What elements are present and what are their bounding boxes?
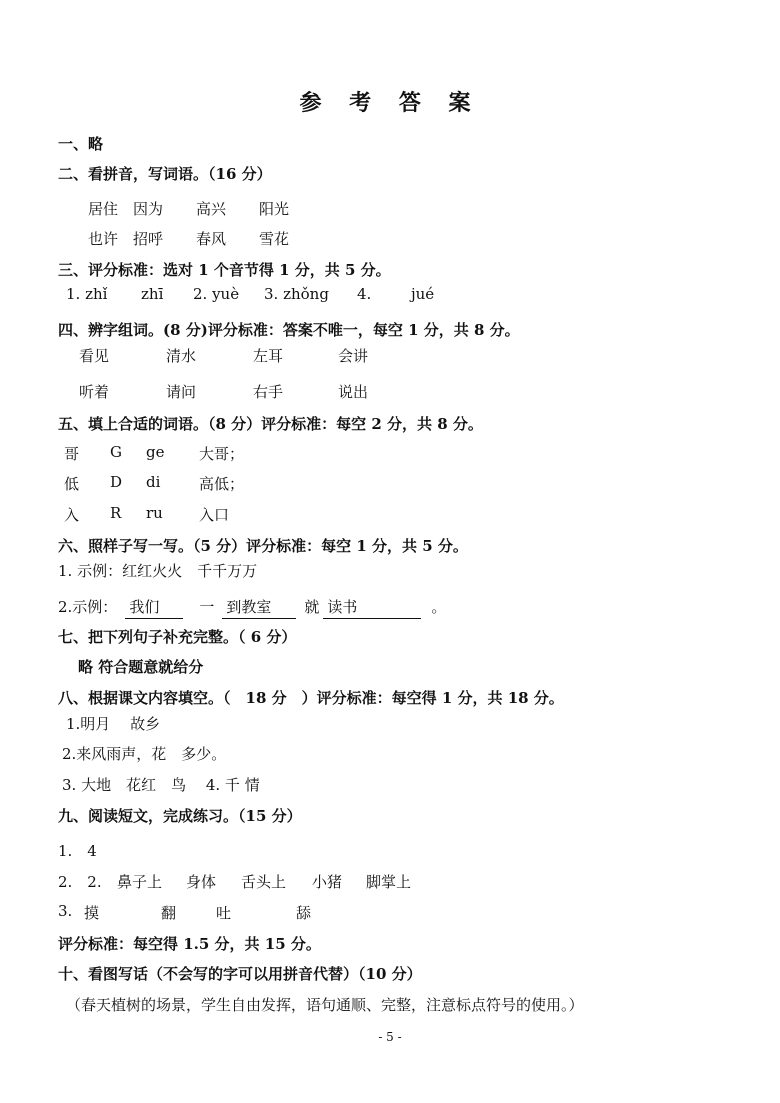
s9-prefix: 3. xyxy=(58,902,73,920)
s8-line: 3. 大地 花红 鸟 4. 千 情 xyxy=(62,776,260,794)
page-title: 参 考 答 案 xyxy=(299,90,481,116)
s6-word: 就 xyxy=(304,598,320,616)
s9-item: 身体 xyxy=(186,873,217,891)
s4-word: 看见 xyxy=(79,347,110,365)
s2-word: 高兴 xyxy=(196,200,227,218)
section-6-heading: 六、照样子写一写。（5 分）评分标准：每空 1 分，共 5 分。 xyxy=(58,537,468,555)
s8-line: 1.明月 故乡 xyxy=(66,715,161,733)
s6-end: 。 xyxy=(431,598,447,616)
s9-item: 鼻子上 xyxy=(117,873,163,891)
s6-example-2 xyxy=(58,596,446,619)
s5-word: 高低； xyxy=(199,475,245,493)
s2-word: 招呼 xyxy=(133,230,164,248)
s5-pinyin: di xyxy=(146,473,161,491)
s6-example-1: 1. 示例：红红火火 千千万万 xyxy=(58,562,258,580)
s9-item: 吐 xyxy=(216,904,232,922)
s3-item: zhī xyxy=(141,285,164,303)
s3-item: 1. zhǐ xyxy=(66,285,108,303)
s4-word: 说出 xyxy=(338,383,369,401)
section-10-heading: 十、看图写话（不会写的字可以用拼音代替）（10 分） xyxy=(58,965,422,983)
fill-blank: 读书 xyxy=(323,596,421,619)
s3-item: jué xyxy=(411,285,435,303)
fill-blank: 到教室 xyxy=(222,596,296,619)
s5-word: 大哥； xyxy=(199,445,245,463)
s7-answer: 略 符合题意就给分 xyxy=(78,658,204,676)
s6-prefix: 2.示例： xyxy=(58,598,118,616)
s9-item: 翻 xyxy=(161,904,177,922)
section-3-heading: 三、评分标准：选对 1 个音节得 1 分，共 5 分。 xyxy=(58,261,391,279)
s6-word: 一 xyxy=(199,598,215,616)
s5-pinyin: ru xyxy=(146,504,163,522)
section-4-heading: 四、辨字组词。(8 分)评分标准：答案不唯一，每空 1 分，共 8 分。 xyxy=(58,321,520,339)
s4-word: 请问 xyxy=(166,383,197,401)
s4-word: 左耳 xyxy=(253,347,284,365)
s4-word: 右手 xyxy=(253,383,284,401)
s4-word: 听着 xyxy=(79,383,110,401)
s9-item: 小猪 xyxy=(312,873,343,891)
s9-scoring: 评分标准：每空得 1.5 分，共 15 分。 xyxy=(58,935,321,953)
s3-item: 2. yuè xyxy=(193,285,240,303)
s9-line: 1. 4 xyxy=(58,842,97,860)
s9-item: 舌头上 xyxy=(241,873,287,891)
s4-word: 清水 xyxy=(166,347,197,365)
section-9-heading: 九、阅读短文，完成练习。（15 分） xyxy=(58,807,302,825)
s9-item: 舔 xyxy=(296,904,312,922)
s5-char: 哥 xyxy=(64,445,80,463)
s10-answer: （春天植树的场景，学生自由发挥，语句通顺、完整，注意标点符号的使用。） xyxy=(66,996,584,1014)
s9-item: 脚掌上 xyxy=(366,873,412,891)
s5-letter: G xyxy=(110,443,122,461)
s2-word: 居住 xyxy=(88,200,119,218)
s5-word: 入口 xyxy=(199,506,230,524)
page-number: - 5 - xyxy=(378,1030,402,1044)
s2-word: 雪花 xyxy=(259,230,290,248)
s5-letter: R xyxy=(110,504,122,522)
s8-line: 2.来风雨声，花 多少。 xyxy=(62,745,227,763)
s9-prefix: 2. 2. xyxy=(58,873,102,891)
section-8-heading: 八、根据课文内容填空。（ 18 分 ）评分标准：每空得 1 分，共 18 分。 xyxy=(58,689,564,707)
fill-blank: 我们 xyxy=(125,596,183,619)
section-7-heading: 七、把下列句子补充完整。（ 6 分） xyxy=(58,628,297,646)
s2-word: 因为 xyxy=(133,200,164,218)
s3-item: 4. xyxy=(357,285,372,303)
section-5-heading: 五、填上合适的词语。（8 分）评分标准：每空 2 分，共 8 分。 xyxy=(58,415,483,433)
section-2-heading: 二、看拼音，写词语。（16 分） xyxy=(58,165,272,183)
s5-letter: D xyxy=(110,473,123,491)
s2-word: 也许 xyxy=(88,230,119,248)
s5-char: 低 xyxy=(64,475,80,493)
s2-word: 春风 xyxy=(196,230,227,248)
s2-word: 阳光 xyxy=(259,200,290,218)
s3-item: 3. zhǒng xyxy=(264,285,329,303)
s9-item: 摸 xyxy=(84,904,100,922)
s5-char: 入 xyxy=(64,506,80,524)
s4-word: 会讲 xyxy=(338,347,369,365)
section-1-heading: 一、略 xyxy=(58,135,104,153)
s5-pinyin: ge xyxy=(146,443,165,461)
